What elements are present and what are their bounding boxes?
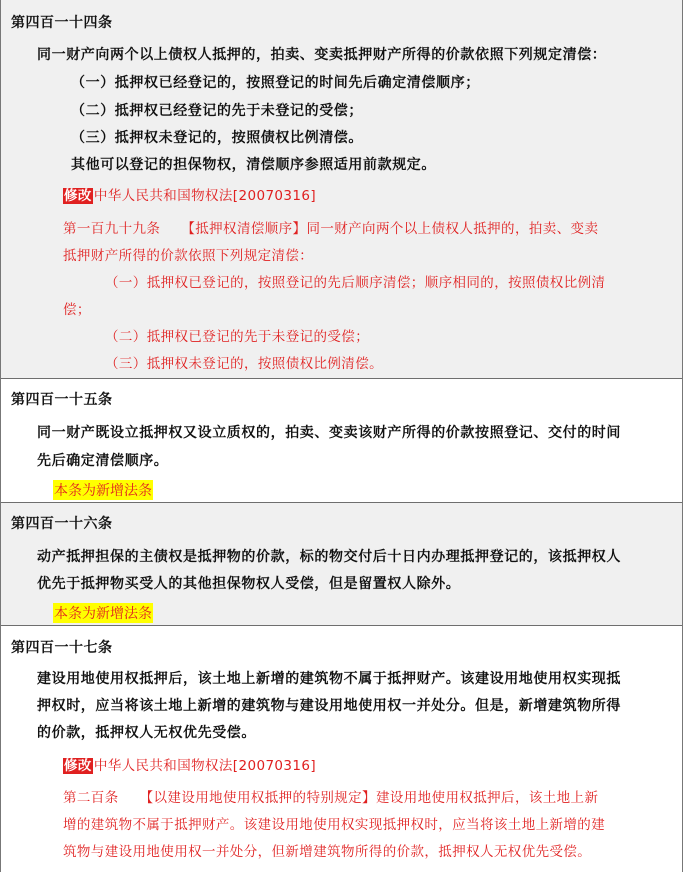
- article-text-line: 先后确定清偿顺序。: [37, 453, 169, 469]
- old-law-text-line: 筑物与建设用地使用权一并处分，但新增建筑物所得的价款，抵押权人无权优先受偿。: [63, 844, 592, 860]
- article-text-line: 同一财产既设立抵押权又设立质权的，拍卖、变卖该财产所得的价款按照登记、交付的时间: [37, 425, 621, 441]
- article-text-line: 优先于抵押物买受人的其他担保物权人受偿，但是留置权人除外。: [37, 576, 461, 592]
- old-law-text-line: （一）抵押权已登记的，按照登记的先后顺序清偿；顺序相同的，按照债权比例清: [105, 275, 606, 291]
- new-article-badge: 本条为新增法条: [53, 603, 153, 623]
- article-text-line: 其他可以登记的担保物权，清偿顺序参照适用前款规定。: [71, 157, 436, 173]
- new-article-badge: 本条为新增法条: [53, 480, 153, 500]
- source-law-link[interactable]: 中华人民共和国物权法[20070316]: [93, 758, 317, 774]
- article-text-line: （一）抵押权已经登记的，按照登记的时间先后确定清偿顺序；: [71, 75, 480, 91]
- old-law-text-line: （三）抵押权未登记的，按照债权比例清偿。: [105, 356, 383, 372]
- modified-tag: 修改: [64, 188, 92, 204]
- old-law-text-line: 第一百九十九条 【抵押权清偿顺序】同一财产向两个以上债权人抵押的，拍卖、变卖: [63, 221, 599, 237]
- modified-tag: 修改: [64, 758, 92, 774]
- source-law-link[interactable]: 中华人民共和国物权法[20070316]: [93, 188, 317, 204]
- article-block: [1, 503, 682, 626]
- article-text-line: 押权时，应当将该土地上新增的建筑物与建设用地使用权一并处分。但是，新增建筑物所得: [37, 698, 621, 714]
- article-text-line: （二）抵押权已经登记的先于未登记的受偿；: [71, 103, 363, 119]
- article-block: [1, 0, 682, 379]
- article-title: 第四百一十七条: [11, 640, 113, 656]
- article-title: 第四百一十四条: [11, 15, 113, 31]
- old-law-text-line: 抵押财产所得的价款依照下列规定清偿：: [63, 248, 314, 264]
- article-block: [1, 379, 682, 503]
- old-law-text-line: 增的建筑物不属于抵押财产。该建设用地使用权实现抵押权时，应当将该土地上新增的建: [63, 817, 606, 833]
- article-text-line: 动产抵押担保的主债权是抵押物的价款，标的物交付后十日内办理抵押登记的，该抵押权人: [37, 549, 621, 565]
- article-text-line: （三）抵押权未登记的，按照债权比例清偿。: [71, 130, 363, 146]
- article-block: [1, 626, 682, 872]
- modified-source: [63, 754, 316, 774]
- article-title: 第四百一十五条: [11, 392, 113, 408]
- article-text-line: 建设用地使用权抵押后，该土地上新增的建筑物不属于抵押财产。该建设用地使用权实现抵: [37, 671, 621, 687]
- old-law-text-line: 第二百条 【以建设用地使用权抵押的特别规定】建设用地使用权抵押后，该土地上新: [63, 790, 599, 806]
- article-title: 第四百一十六条: [11, 516, 113, 532]
- old-law-text-line: 偿；: [63, 302, 91, 318]
- modified-source: [63, 184, 316, 204]
- old-law-text-line: （二）抵押权已登记的先于未登记的受偿；: [105, 329, 370, 345]
- article-text-line: 同一财产向两个以上债权人抵押的，拍卖、变卖抵押财产所得的价款依照下列规定清偿：: [37, 47, 607, 63]
- article-text-line: 的价款，抵押权人无权优先受偿。: [37, 725, 256, 741]
